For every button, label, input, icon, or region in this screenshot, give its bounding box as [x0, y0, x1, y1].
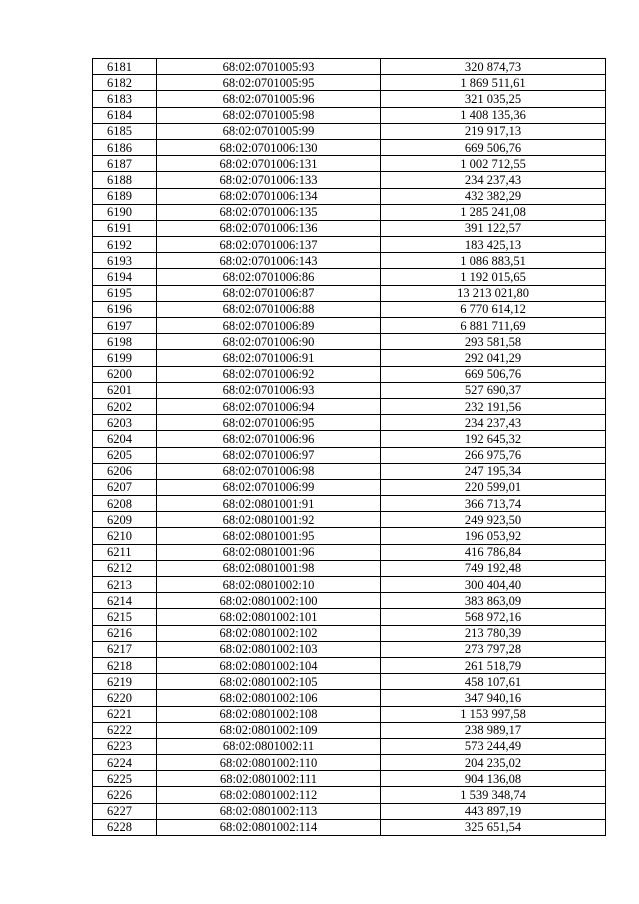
- table-row: [93, 107, 606, 123]
- row-number-cell: 6213: [93, 577, 157, 593]
- cadastral-value-cell: 1 869 511,61: [381, 75, 606, 91]
- cadastral-value-cell: 391 122,57: [381, 220, 606, 236]
- cadastral-value-cell: 458 107,61: [381, 674, 606, 690]
- cadastral-number-cell: 68:02:0701005:98: [157, 107, 381, 123]
- cadastral-number-cell: 68:02:0701006:137: [157, 237, 381, 253]
- cadastral-number-cell: 68:02:0801002:103: [157, 641, 381, 657]
- cadastral-number-cell: 68:02:0801002:109: [157, 722, 381, 738]
- table-row: [93, 220, 606, 236]
- table-row: [93, 577, 606, 593]
- cadastral-value-cell: 443 897,19: [381, 803, 606, 819]
- table-row: [93, 803, 606, 819]
- table-row: [93, 657, 606, 673]
- table-row: [93, 528, 606, 544]
- table-row: [93, 382, 606, 398]
- row-number-cell: 6228: [93, 819, 157, 835]
- cadastral-number-cell: 68:02:0701006:98: [157, 463, 381, 479]
- row-number-cell: 6212: [93, 560, 157, 576]
- cadastral-number-cell: 68:02:0801002:100: [157, 593, 381, 609]
- cadastral-value-cell: 183 425,13: [381, 237, 606, 253]
- row-number-cell: 6203: [93, 415, 157, 431]
- row-number-cell: 6204: [93, 431, 157, 447]
- cadastral-value-cell: 273 797,28: [381, 641, 606, 657]
- cadastral-number-cell: 68:02:0801001:91: [157, 496, 381, 512]
- cadastral-value-cell: 249 923,50: [381, 512, 606, 528]
- table-row: [93, 253, 606, 269]
- table-row: [93, 625, 606, 641]
- row-number-cell: 6222: [93, 722, 157, 738]
- row-number-cell: 6210: [93, 528, 157, 544]
- cadastral-number-cell: 68:02:0801002:114: [157, 819, 381, 835]
- table-row: [93, 172, 606, 188]
- cadastral-value-cell: 196 053,92: [381, 528, 606, 544]
- cadastral-number-cell: 68:02:0801001:98: [157, 560, 381, 576]
- cadastral-number-cell: 68:02:0701006:87: [157, 285, 381, 301]
- cadastral-value-table: [92, 58, 606, 836]
- cadastral-number-cell: 68:02:0701006:96: [157, 431, 381, 447]
- cadastral-value-cell: 220 599,01: [381, 479, 606, 495]
- row-number-cell: 6221: [93, 706, 157, 722]
- row-number-cell: 6198: [93, 334, 157, 350]
- cadastral-number-cell: 68:02:0801001:92: [157, 512, 381, 528]
- table-row: [93, 237, 606, 253]
- row-number-cell: 6216: [93, 625, 157, 641]
- cadastral-value-cell: 1 285 241,08: [381, 204, 606, 220]
- row-number-cell: 6182: [93, 75, 157, 91]
- cadastral-number-cell: 68:02:0701006:134: [157, 188, 381, 204]
- row-number-cell: 6190: [93, 204, 157, 220]
- cadastral-number-cell: 68:02:0701006:133: [157, 172, 381, 188]
- cadastral-number-cell: 68:02:0801002:11: [157, 738, 381, 754]
- table-body: [93, 59, 606, 836]
- table-row: [93, 139, 606, 155]
- cadastral-value-cell: 238 989,17: [381, 722, 606, 738]
- cadastral-number-cell: 68:02:0801002:113: [157, 803, 381, 819]
- row-number-cell: 6225: [93, 771, 157, 787]
- table-row: [93, 350, 606, 366]
- cadastral-value-cell: 904 136,08: [381, 771, 606, 787]
- table-row: [93, 690, 606, 706]
- row-number-cell: 6197: [93, 318, 157, 334]
- cadastral-value-cell: 347 940,16: [381, 690, 606, 706]
- cadastral-number-cell: 68:02:0801002:101: [157, 609, 381, 625]
- row-number-cell: 6205: [93, 447, 157, 463]
- table-row: [93, 285, 606, 301]
- cadastral-value-cell: 234 237,43: [381, 172, 606, 188]
- cadastral-value-cell: 266 975,76: [381, 447, 606, 463]
- cadastral-value-cell: 247 195,34: [381, 463, 606, 479]
- cadastral-number-cell: 68:02:0701006:95: [157, 415, 381, 431]
- cadastral-value-cell: 669 506,76: [381, 366, 606, 382]
- table-row: [93, 641, 606, 657]
- cadastral-number-cell: 68:02:0801002:10: [157, 577, 381, 593]
- cadastral-value-cell: 1 539 348,74: [381, 787, 606, 803]
- cadastral-number-cell: 68:02:0701006:90: [157, 334, 381, 350]
- table-row: [93, 301, 606, 317]
- table-row: [93, 496, 606, 512]
- cadastral-value-cell: 219 917,13: [381, 123, 606, 139]
- cadastral-value-cell: 1 002 712,55: [381, 156, 606, 172]
- row-number-cell: 6191: [93, 220, 157, 236]
- table-row: [93, 674, 606, 690]
- cadastral-value-cell: 416 786,84: [381, 544, 606, 560]
- cadastral-value-cell: 573 244,49: [381, 738, 606, 754]
- row-number-cell: 6227: [93, 803, 157, 819]
- cadastral-number-cell: 68:02:0801002:110: [157, 755, 381, 771]
- row-number-cell: 6215: [93, 609, 157, 625]
- cadastral-value-cell: 300 404,40: [381, 577, 606, 593]
- row-number-cell: 6195: [93, 285, 157, 301]
- table-row: [93, 269, 606, 285]
- row-number-cell: 6194: [93, 269, 157, 285]
- cadastral-number-cell: 68:02:0701005:99: [157, 123, 381, 139]
- table-row: [93, 560, 606, 576]
- cadastral-value-cell: 234 237,43: [381, 415, 606, 431]
- cadastral-number-cell: 68:02:0701005:95: [157, 75, 381, 91]
- cadastral-number-cell: 68:02:0801002:106: [157, 690, 381, 706]
- cadastral-number-cell: 68:02:0801002:102: [157, 625, 381, 641]
- table-row: [93, 318, 606, 334]
- row-number-cell: 6219: [93, 674, 157, 690]
- table-row: [93, 204, 606, 220]
- row-number-cell: 6226: [93, 787, 157, 803]
- cadastral-number-cell: 68:02:0701006:86: [157, 269, 381, 285]
- row-number-cell: 6183: [93, 91, 157, 107]
- cadastral-value-cell: 192 645,32: [381, 431, 606, 447]
- table-row: [93, 609, 606, 625]
- cadastral-number-cell: 68:02:0801002:105: [157, 674, 381, 690]
- cadastral-number-cell: 68:02:0701005:93: [157, 59, 381, 75]
- table-row: [93, 512, 606, 528]
- table-row: [93, 593, 606, 609]
- cadastral-number-cell: 68:02:0701006:93: [157, 382, 381, 398]
- row-number-cell: 6189: [93, 188, 157, 204]
- cadastral-value-cell: 527 690,37: [381, 382, 606, 398]
- cadastral-value-cell: 366 713,74: [381, 496, 606, 512]
- table-row: [93, 334, 606, 350]
- cadastral-value-cell: 292 041,29: [381, 350, 606, 366]
- cadastral-number-cell: 68:02:0701005:96: [157, 91, 381, 107]
- row-number-cell: 6184: [93, 107, 157, 123]
- table-row: [93, 156, 606, 172]
- table-row: [93, 59, 606, 75]
- cadastral-number-cell: 68:02:0801001:96: [157, 544, 381, 560]
- row-number-cell: 6187: [93, 156, 157, 172]
- row-number-cell: 6196: [93, 301, 157, 317]
- table-row: [93, 91, 606, 107]
- cadastral-number-cell: 68:02:0701006:131: [157, 156, 381, 172]
- cadastral-number-cell: 68:02:0701006:92: [157, 366, 381, 382]
- cadastral-value-cell: 325 651,54: [381, 819, 606, 835]
- cadastral-value-cell: 1 408 135,36: [381, 107, 606, 123]
- row-number-cell: 6201: [93, 382, 157, 398]
- cadastral-number-cell: 68:02:0701006:91: [157, 350, 381, 366]
- table-row: [93, 366, 606, 382]
- cadastral-number-cell: 68:02:0701006:94: [157, 398, 381, 414]
- cadastral-number-cell: 68:02:0701006:99: [157, 479, 381, 495]
- cadastral-number-cell: 68:02:0801002:112: [157, 787, 381, 803]
- row-number-cell: 6185: [93, 123, 157, 139]
- cadastral-value-cell: 213 780,39: [381, 625, 606, 641]
- cadastral-number-cell: 68:02:0701006:97: [157, 447, 381, 463]
- table-row: [93, 755, 606, 771]
- table-row: [93, 447, 606, 463]
- row-number-cell: 6193: [93, 253, 157, 269]
- row-number-cell: 6192: [93, 237, 157, 253]
- table-row: [93, 479, 606, 495]
- cadastral-number-cell: 68:02:0801001:95: [157, 528, 381, 544]
- row-number-cell: 6207: [93, 479, 157, 495]
- table-row: [93, 771, 606, 787]
- table-row: [93, 722, 606, 738]
- row-number-cell: 6206: [93, 463, 157, 479]
- row-number-cell: 6214: [93, 593, 157, 609]
- table-row: [93, 738, 606, 754]
- cadastral-value-cell: 383 863,09: [381, 593, 606, 609]
- cadastral-number-cell: 68:02:0701006:88: [157, 301, 381, 317]
- cadastral-value-cell: 669 506,76: [381, 139, 606, 155]
- cadastral-value-cell: 6 770 614,12: [381, 301, 606, 317]
- cadastral-value-cell: 749 192,48: [381, 560, 606, 576]
- row-number-cell: 6217: [93, 641, 157, 657]
- cadastral-number-cell: 68:02:0801002:111: [157, 771, 381, 787]
- cadastral-value-cell: 293 581,58: [381, 334, 606, 350]
- table-row: [93, 123, 606, 139]
- table-row: [93, 415, 606, 431]
- table-row: [93, 544, 606, 560]
- row-number-cell: 6224: [93, 755, 157, 771]
- cadastral-value-cell: 261 518,79: [381, 657, 606, 673]
- cadastral-number-cell: 68:02:0701006:89: [157, 318, 381, 334]
- row-number-cell: 6181: [93, 59, 157, 75]
- table-row: [93, 463, 606, 479]
- cadastral-value-cell: 320 874,73: [381, 59, 606, 75]
- row-number-cell: 6208: [93, 496, 157, 512]
- row-number-cell: 6218: [93, 657, 157, 673]
- cadastral-number-cell: 68:02:0701006:136: [157, 220, 381, 236]
- table-row: [93, 819, 606, 835]
- cadastral-value-cell: 6 881 711,69: [381, 318, 606, 334]
- table-row: [93, 787, 606, 803]
- cadastral-value-cell: 1 192 015,65: [381, 269, 606, 285]
- cadastral-value-cell: 432 382,29: [381, 188, 606, 204]
- cadastral-number-cell: 68:02:0701006:143: [157, 253, 381, 269]
- cadastral-value-cell: 232 191,56: [381, 398, 606, 414]
- cadastral-value-cell: 1 153 997,58: [381, 706, 606, 722]
- cadastral-value-cell: 204 235,02: [381, 755, 606, 771]
- table-row: [93, 398, 606, 414]
- row-number-cell: 6199: [93, 350, 157, 366]
- cadastral-number-cell: 68:02:0701006:130: [157, 139, 381, 155]
- cadastral-number-cell: 68:02:0801002:104: [157, 657, 381, 673]
- row-number-cell: 6209: [93, 512, 157, 528]
- row-number-cell: 6200: [93, 366, 157, 382]
- table-row: [93, 188, 606, 204]
- cadastral-number-cell: 68:02:0701006:135: [157, 204, 381, 220]
- table-row: [93, 431, 606, 447]
- row-number-cell: 6186: [93, 139, 157, 155]
- cadastral-value-cell: 321 035,25: [381, 91, 606, 107]
- row-number-cell: 6202: [93, 398, 157, 414]
- table-row: [93, 706, 606, 722]
- row-number-cell: 6220: [93, 690, 157, 706]
- row-number-cell: 6223: [93, 738, 157, 754]
- row-number-cell: 6188: [93, 172, 157, 188]
- cadastral-value-cell: 1 086 883,51: [381, 253, 606, 269]
- cadastral-number-cell: 68:02:0801002:108: [157, 706, 381, 722]
- table-row: [93, 75, 606, 91]
- cadastral-value-cell: 13 213 021,80: [381, 285, 606, 301]
- cadastral-value-cell: 568 972,16: [381, 609, 606, 625]
- row-number-cell: 6211: [93, 544, 157, 560]
